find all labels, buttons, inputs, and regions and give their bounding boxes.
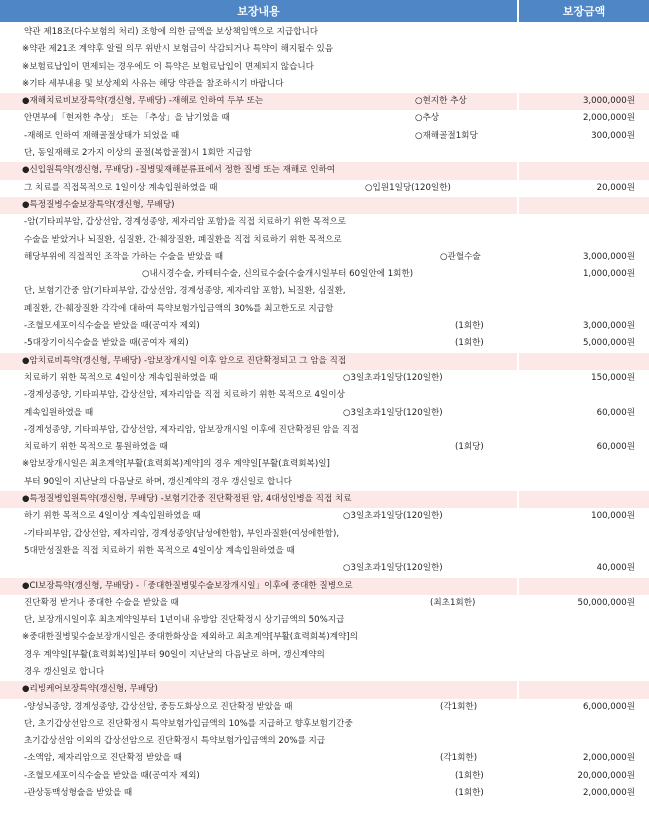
content-cell xyxy=(0,405,517,422)
amount-cell: 100,000원 xyxy=(591,511,635,522)
amount-cell: 20,000원 xyxy=(596,182,635,193)
table-row xyxy=(0,595,649,612)
amount-cell xyxy=(519,681,649,698)
table-row xyxy=(0,456,649,473)
content-text: -양성뇌종양, 경계성종양, 갑상선암, 중등도화상으로 진단확정 받았을 때 xyxy=(24,701,293,712)
content-text: 수술을 받았거나 뇌질환, 심질환, 간·췌장질환, 폐질환을 직접 치료하기 위한 목적으로 xyxy=(24,234,342,245)
content-cell xyxy=(0,93,517,110)
content-text: ※암보장개시일은 최초계약[부활(효력회복)계약]의 경우 계약일[부활(효력회복)일] xyxy=(22,459,330,470)
condition-text: ○추상 xyxy=(415,113,440,124)
content-cell xyxy=(0,370,517,387)
condition-text: (각1회한) xyxy=(440,753,478,764)
content-text: ○내시경수술, 카테터수술, 신의료수술(수술개시일부터 60일안에 1회한) xyxy=(142,269,414,280)
content-cell xyxy=(0,543,517,560)
table-row xyxy=(0,664,649,681)
content-text: 단, 보장개시일이후 최초계약일부터 1년이내 유방암 진단확정시 상기금액의 50%지급 xyxy=(24,615,345,626)
content-cell xyxy=(0,301,517,318)
condition-text: ○현지한 추상 xyxy=(415,96,467,107)
table-row xyxy=(0,162,649,179)
amount-cell xyxy=(519,283,649,300)
amount-cell xyxy=(519,197,649,214)
condition-text: ○관혈수술 xyxy=(440,251,481,262)
table-row xyxy=(0,387,649,404)
amount-cell xyxy=(519,526,649,543)
table-row xyxy=(0,733,649,750)
header-content: 보장내용 xyxy=(0,0,517,22)
table-row xyxy=(0,474,649,491)
table-row xyxy=(0,612,649,629)
table-row xyxy=(0,266,649,283)
amount-cell xyxy=(519,76,649,93)
content-text: ●CI보장특약(갱신형, 무배당) -「중대한질병및수술보장개시일」이후에 중대한 질병으로 xyxy=(22,580,353,591)
content-cell xyxy=(0,422,517,439)
amount-cell: 2,000,000원 xyxy=(582,753,635,764)
amount-cell: 3,000,000원 xyxy=(519,93,649,110)
content-text: -경계성종양, 기타피부암, 갑상선암, 제자리암을 직접 치료하기 위한 목적으로 4일이상 xyxy=(24,390,345,401)
amount-cell: 2,000,000원 xyxy=(582,113,635,124)
table-row xyxy=(0,422,649,439)
table-row xyxy=(0,24,649,41)
content-cell xyxy=(0,162,517,179)
condition-text: (1회한) xyxy=(455,788,484,799)
table-row xyxy=(0,76,649,93)
table-row xyxy=(0,197,649,214)
amount-cell xyxy=(519,353,649,370)
content-text: 약관 제18조(다수보험의 처리) 조항에 의한 금액을 보상책임액으로 지급합니다 xyxy=(24,27,319,37)
table-row xyxy=(0,699,649,716)
amount-cell xyxy=(519,422,649,439)
condition-text: ○3일초과1일당(120일한) xyxy=(343,563,443,574)
content-cell xyxy=(0,733,517,750)
content-cell xyxy=(0,439,517,456)
table-row xyxy=(0,526,649,543)
content-cell xyxy=(0,526,517,543)
amount-cell xyxy=(519,629,649,646)
table-row xyxy=(0,439,649,456)
content-text: -재해로 인하여 재해골절상태가 되었을 때 xyxy=(24,130,180,141)
content-text: 안면부에「현저한 추상」 또는 「추상」을 남기었을 때 xyxy=(24,113,230,124)
table-row xyxy=(0,249,649,266)
amount-cell: 5,000,000원 xyxy=(582,338,635,349)
table-row xyxy=(0,578,649,595)
content-cell xyxy=(0,335,517,352)
condition-text: ○3일초과1일당(120일한) xyxy=(343,372,443,383)
table-row xyxy=(0,180,649,197)
content-text: ※보험료납입이 면제되는 경우에도 이 특약은 보험료납입이 면제되지 않습니다 xyxy=(22,61,314,72)
content-cell xyxy=(0,647,517,664)
table-row xyxy=(0,647,649,664)
table-row xyxy=(0,785,649,802)
condition-text: ○입원1일당(120일한) xyxy=(365,182,451,193)
content-text: -5대장기이식수술을 받았을 때(공여자 제외) xyxy=(24,338,189,349)
condition-text: (1회한) xyxy=(455,338,484,349)
amount-cell xyxy=(519,145,649,162)
content-cell xyxy=(0,664,517,681)
table-row xyxy=(0,629,649,646)
content-text: 단, 동일재해로 2가지 이상의 골절(복합골절)시 1회만 지급함 xyxy=(24,148,252,159)
content-text: 진단확정 받거나 중대한 수술을 받았을 때 xyxy=(24,597,179,608)
table-row xyxy=(0,353,649,370)
amount-cell xyxy=(519,232,649,249)
table-row xyxy=(0,59,649,76)
content-text: 해당부위에 직접적인 조작을 가하는 수술을 받았을 때 xyxy=(24,251,224,262)
table-row xyxy=(0,370,649,387)
content-text: 그 치료를 직접목적으로 1일이상 계속입원하였을 때 xyxy=(24,182,218,193)
table-row xyxy=(0,768,649,785)
table-row xyxy=(0,41,649,58)
content-cell xyxy=(0,318,517,335)
content-cell xyxy=(0,59,517,76)
content-text: ●재해치료비보장특약(갱신형, 무배당) -재해로 인하여 두부 또는 xyxy=(22,96,264,107)
amount-cell xyxy=(519,491,649,508)
amount-cell: 20,000,000원 xyxy=(577,770,635,781)
amount-cell: 60,000원 xyxy=(596,442,635,453)
content-cell xyxy=(0,491,517,508)
content-text: ※약관 제21조 계약후 알릴 의무 위반시 보험금이 삭감되거나 특약이 해지될수 있음 xyxy=(22,44,334,55)
content-text: 치료하기 위한 목적으로 통원하였을 때 xyxy=(24,442,168,453)
content-cell xyxy=(0,612,517,629)
table-row xyxy=(0,145,649,162)
content-cell xyxy=(0,266,517,283)
amount-cell: 40,000원 xyxy=(596,563,635,574)
amount-cell: 60,000원 xyxy=(596,407,635,418)
content-text: ●특정질병수술보장특약(갱신형, 무배당) xyxy=(22,199,175,210)
amount-cell xyxy=(519,578,649,595)
table-row xyxy=(0,301,649,318)
amount-cell xyxy=(519,716,649,733)
content-cell xyxy=(0,214,517,231)
content-text: -기타피부암, 갑상선암, 제자리암, 경계성종양(남성에한함), 부인과질환(여성에한함), xyxy=(24,528,340,539)
amount-cell: 3,000,000원 xyxy=(582,251,635,262)
content-cell xyxy=(0,785,517,802)
table-row xyxy=(0,716,649,733)
amount-cell xyxy=(519,162,649,179)
condition-text: ○3일초과1일당(120일한) xyxy=(343,511,443,522)
content-text: 단, 보험기간중 암(기타피부암, 갑상선암, 경계성종양, 제자리암 포함), 뇌질환, 심질환, xyxy=(24,286,346,297)
content-cell xyxy=(0,560,517,577)
table-row xyxy=(0,232,649,249)
content-cell xyxy=(0,508,517,525)
amount-cell: 2,000,000원 xyxy=(582,788,635,799)
content-cell xyxy=(0,387,517,404)
amount-cell: 1,000,000원 xyxy=(582,269,635,280)
content-cell xyxy=(0,353,517,370)
content-cell xyxy=(0,41,517,58)
content-text: 경우 갱신일로 합니다 xyxy=(24,666,105,677)
amount-cell xyxy=(519,214,649,231)
content-text: -소액암, 제자리암으로 진단확정 받았을 때 xyxy=(24,753,182,764)
amount-cell xyxy=(519,301,649,318)
table-row xyxy=(0,110,649,127)
content-text: ※중대한질병및수술보장개시일은 중대한화상을 제외하고 최초계약[부활(효력회복)계약]의 xyxy=(22,632,358,643)
content-text: 부터 90일이 지난날의 다음날로 하며, 갱신계약의 경우 갱신일로 합니다 xyxy=(24,476,292,487)
amount-cell xyxy=(519,41,649,58)
amount-cell xyxy=(519,733,649,750)
condition-text: (1회한) xyxy=(455,770,484,781)
content-text: 경우 계약일[부활(효력회복)일]부터 90일이 지난날의 다음날로 하며, 갱신계약의 xyxy=(24,649,325,660)
content-text: 단, 초기갑상선암으로 진단확정시 특약보험가입금액의 10%를 지급하고 향후보험기간중 xyxy=(24,718,353,729)
content-text: -암(기타피부암, 갑상선암, 경계성종양, 제자리암 포함)을 직접 치료하기 위한 목적으로 xyxy=(24,217,347,228)
condition-text: ○재해골절1회당 xyxy=(415,130,478,141)
content-text: ●리빙케어보장특약(갱신형, 무배당) xyxy=(22,684,158,695)
content-cell xyxy=(0,456,517,473)
content-cell xyxy=(0,283,517,300)
amount-cell xyxy=(519,664,649,681)
amount-cell: 3,000,000원 xyxy=(582,321,635,332)
content-cell xyxy=(0,145,517,162)
condition-text: ○3일초과1일당(120일한) xyxy=(343,407,443,418)
content-text: -조혈모세포이식수술을 받았을 때(공여자 제외) xyxy=(24,770,200,781)
content-text: ●특정질병입원특약(갱신형, 무배당) -보험기간중 진단확정된 암, 4대성인병을 직접 치료 xyxy=(22,494,352,505)
table-row xyxy=(0,318,649,335)
content-text: -관상동맥성형술을 받았을 때 xyxy=(24,788,133,799)
content-cell xyxy=(0,768,517,785)
content-text: 계속입원하였을 때 xyxy=(24,407,94,418)
content-cell xyxy=(0,180,517,197)
content-cell xyxy=(0,128,517,145)
condition-text: (각1회한) xyxy=(440,701,478,712)
content-cell xyxy=(0,578,517,595)
content-cell xyxy=(0,699,517,716)
table-row xyxy=(0,750,649,767)
condition-text: (최초1회한) xyxy=(430,597,476,608)
table-row xyxy=(0,508,649,525)
amount-cell xyxy=(519,59,649,76)
content-text: -조혈모세포이식수술을 받았을 때(공여자 제외) xyxy=(24,321,200,332)
table-body xyxy=(0,24,649,802)
content-text: 치료하기 위한 목적으로 4일이상 계속입원하였을 때 xyxy=(24,372,218,383)
content-cell xyxy=(0,750,517,767)
amount-cell xyxy=(519,612,649,629)
content-text: 폐질환, 간·췌장질환 각각에 대하여 특약보험가입금액의 30%를 최고한도로 지급함 xyxy=(24,303,334,314)
amount-cell xyxy=(519,456,649,473)
condition-text: (1회당) xyxy=(455,442,484,453)
content-cell xyxy=(0,232,517,249)
content-cell xyxy=(0,474,517,491)
content-cell xyxy=(0,681,517,698)
table-row xyxy=(0,405,649,422)
table-row xyxy=(0,560,649,577)
content-text: ●신입원특약(갱신형, 무배당) -질병및재해분류표에서 정한 질병 또는 재해로 인하여 xyxy=(22,165,336,176)
amount-cell: 150,000원 xyxy=(591,372,635,383)
amount-cell xyxy=(519,474,649,491)
content-text: -경계성종양, 기타피부암, 갑상선암, 제자리암, 암보장개시일 이후에 진단확정된 암을 직접 xyxy=(24,424,359,435)
table-row xyxy=(0,681,649,698)
table-row xyxy=(0,543,649,560)
content-cell xyxy=(0,24,517,41)
condition-text: (1회한) xyxy=(455,321,484,332)
content-text: ●암치료비특약(갱신형, 무배당) -암보장개시일 이후 암으로 진단확정되고 그 암을 직접 xyxy=(22,355,347,366)
content-cell xyxy=(0,716,517,733)
table-row xyxy=(0,128,649,145)
content-cell xyxy=(0,110,517,127)
content-cell xyxy=(0,76,517,93)
content-cell xyxy=(0,197,517,214)
content-text: ※기타 세부내용 및 보상제외 사유는 해당 약관을 참조하시기 바랍니다 xyxy=(22,78,284,89)
table-row xyxy=(0,214,649,231)
content-text: 5대만성질환을 직접 치료하기 위한 목적으로 4일이상 계속입원하였을 때 xyxy=(24,545,295,556)
amount-cell: 300,000원 xyxy=(591,130,635,141)
amount-cell xyxy=(519,647,649,664)
amount-cell xyxy=(519,543,649,560)
amount-cell: 50,000,000원 xyxy=(577,597,635,608)
content-text: 초기갑상선암 이외의 갑상선암으로 진단확정시 특약보험가입금액의 20%를 지급 xyxy=(24,736,326,747)
header-amount: 보장금액 xyxy=(519,0,649,22)
amount-cell xyxy=(519,387,649,404)
amount-cell xyxy=(519,24,649,41)
table-row xyxy=(0,491,649,508)
content-cell xyxy=(0,249,517,266)
table-row xyxy=(0,335,649,352)
content-cell xyxy=(0,629,517,646)
content-text: 하기 위한 목적으로 4일이상 계속입원하였을 때 xyxy=(24,511,201,522)
amount-cell: 6,000,000원 xyxy=(582,701,635,712)
table-row xyxy=(0,93,649,110)
table-row xyxy=(0,283,649,300)
content-cell xyxy=(0,595,517,612)
